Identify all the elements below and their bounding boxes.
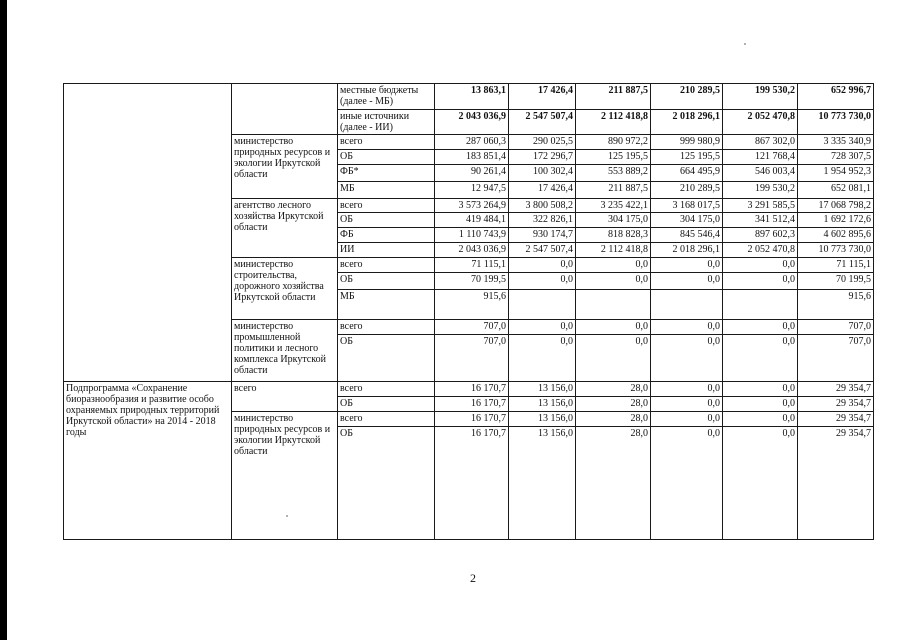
source-cell: всего — [338, 320, 435, 335]
value-2018: 0,0 — [723, 382, 798, 397]
value-2015: 930 174,7 — [509, 228, 576, 243]
value-2015: 13 156,0 — [509, 397, 576, 412]
value-2016: 2 112 418,8 — [576, 110, 651, 135]
source-cell: всего — [338, 199, 435, 213]
value-2017: 210 289,5 — [651, 84, 723, 110]
source-cell: всего — [338, 382, 435, 397]
value-2016: 0,0 — [576, 335, 651, 382]
value-2015: 0,0 — [509, 320, 576, 335]
value-2017: 210 289,5 — [651, 182, 723, 199]
value-total: 3 335 340,9 — [798, 135, 874, 150]
value-2016: 3 235 422,1 — [576, 199, 651, 213]
value-2017: 845 546,4 — [651, 228, 723, 243]
source-cell: всего — [338, 258, 435, 273]
value-2016: 28,0 — [576, 397, 651, 412]
value-2016: 0,0 — [576, 273, 651, 290]
value-total: 915,6 — [798, 290, 874, 320]
value-2017: 0,0 — [651, 427, 723, 540]
scan-speck — [744, 43, 746, 45]
source-cell: ОБ — [338, 213, 435, 228]
value-2018: 341 512,4 — [723, 213, 798, 228]
value-2014: 16 170,7 — [435, 427, 509, 540]
value-2017: 0,0 — [651, 397, 723, 412]
value-2016: 125 195,5 — [576, 150, 651, 165]
value-2014: 16 170,7 — [435, 397, 509, 412]
source-cell: МБ — [338, 182, 435, 199]
value-2014: 12 947,5 — [435, 182, 509, 199]
table-row — [64, 84, 874, 110]
value-2014: 183 851,4 — [435, 150, 509, 165]
source-cell: ОБ — [338, 335, 435, 382]
value-2018: 0,0 — [723, 320, 798, 335]
value-total: 10 773 730,0 — [798, 243, 874, 258]
value-2014: 3 573 264,9 — [435, 199, 509, 213]
value-2017: 2 018 296,1 — [651, 110, 723, 135]
value-2016 — [576, 290, 651, 320]
value-2015: 13 156,0 — [509, 412, 576, 427]
program-cell-empty — [64, 84, 232, 382]
value-2014: 2 043 036,9 — [435, 110, 509, 135]
value-total: 10 773 730,0 — [798, 110, 874, 135]
value-2014: 71 115,1 — [435, 258, 509, 273]
value-2017: 664 495,9 — [651, 165, 723, 182]
source-cell: ОБ — [338, 273, 435, 290]
value-2016: 211 887,5 — [576, 182, 651, 199]
value-2018: 867 302,0 — [723, 135, 798, 150]
value-2014: 16 170,7 — [435, 412, 509, 427]
value-2017: 0,0 — [651, 320, 723, 335]
value-2018 — [723, 290, 798, 320]
executor-cell: министерство природных ресурсов и экологии Иркутской области — [232, 135, 338, 199]
value-2017: 3 168 017,5 — [651, 199, 723, 213]
value-2014: 707,0 — [435, 320, 509, 335]
source-cell: ИИ — [338, 243, 435, 258]
value-2014: 915,6 — [435, 290, 509, 320]
value-2017: 2 018 296,1 — [651, 243, 723, 258]
value-2015: 100 302,4 — [509, 165, 576, 182]
value-total: 29 354,7 — [798, 397, 874, 412]
value-2015: 17 426,4 — [509, 182, 576, 199]
executor-cell-empty — [232, 84, 338, 135]
value-2015: 13 156,0 — [509, 427, 576, 540]
value-2014: 287 060,3 — [435, 135, 509, 150]
value-total: 70 199,5 — [798, 273, 874, 290]
table-row — [64, 382, 874, 397]
budget-table — [63, 83, 874, 540]
value-2018: 121 768,4 — [723, 150, 798, 165]
value-2014: 1 110 743,9 — [435, 228, 509, 243]
value-2018: 546 003,4 — [723, 165, 798, 182]
value-total: 1 692 172,6 — [798, 213, 874, 228]
source-cell: МБ — [338, 290, 435, 320]
value-total: 29 354,7 — [798, 427, 874, 540]
source-cell: ОБ — [338, 150, 435, 165]
value-2016: 0,0 — [576, 258, 651, 273]
value-2017: 0,0 — [651, 382, 723, 397]
executor-cell: министерство природных ресурсов и экологии Иркутской области — [232, 412, 338, 540]
value-2016: 28,0 — [576, 427, 651, 540]
value-2017 — [651, 290, 723, 320]
value-2018: 2 052 470,8 — [723, 110, 798, 135]
value-2018: 0,0 — [723, 258, 798, 273]
value-2016: 2 112 418,8 — [576, 243, 651, 258]
value-total: 29 354,7 — [798, 412, 874, 427]
value-2016: 0,0 — [576, 320, 651, 335]
value-2016: 304 175,0 — [576, 213, 651, 228]
value-2018: 897 602,3 — [723, 228, 798, 243]
value-2015 — [509, 290, 576, 320]
value-2017: 0,0 — [651, 258, 723, 273]
value-total: 1 954 952,3 — [798, 165, 874, 182]
value-total: 71 115,1 — [798, 258, 874, 273]
executor-cell: всего — [232, 382, 338, 412]
value-2014: 90 261,4 — [435, 165, 509, 182]
value-2014: 13 863,1 — [435, 84, 509, 110]
value-2015: 2 547 507,4 — [509, 110, 576, 135]
value-total: 17 068 798,2 — [798, 199, 874, 213]
value-2017: 0,0 — [651, 335, 723, 382]
value-total: 29 354,7 — [798, 382, 874, 397]
value-2014: 2 043 036,9 — [435, 243, 509, 258]
value-2015: 2 547 507,4 — [509, 243, 576, 258]
value-2018: 199 530,2 — [723, 182, 798, 199]
source-cell: всего — [338, 135, 435, 150]
value-2016: 28,0 — [576, 412, 651, 427]
value-total: 707,0 — [798, 335, 874, 382]
source-cell: всего — [338, 412, 435, 427]
value-2016: 890 972,2 — [576, 135, 651, 150]
value-2018: 0,0 — [723, 397, 798, 412]
value-2014: 419 484,1 — [435, 213, 509, 228]
value-2016: 28,0 — [576, 382, 651, 397]
value-2015: 0,0 — [509, 273, 576, 290]
value-total: 707,0 — [798, 320, 874, 335]
value-2018: 2 052 470,8 — [723, 243, 798, 258]
value-2015: 17 426,4 — [509, 84, 576, 110]
source-cell: ФБ* — [338, 165, 435, 182]
value-2015: 172 296,7 — [509, 150, 576, 165]
value-total: 728 307,5 — [798, 150, 874, 165]
value-2015: 290 025,5 — [509, 135, 576, 150]
value-2018: 3 291 585,5 — [723, 199, 798, 213]
value-2014: 16 170,7 — [435, 382, 509, 397]
executor-cell: министерство промышленной политики и лесного комплекса Иркутской области — [232, 320, 338, 382]
subprogram-cell: Подпрограмма «Сохранение биоразнообразия и развитие особо охраняемых природных территорий Иркутской области» на 2014 - 2018 годы — [64, 382, 232, 540]
value-2016: 553 889,2 — [576, 165, 651, 182]
value-2017: 304 175,0 — [651, 213, 723, 228]
value-2015: 13 156,0 — [509, 382, 576, 397]
scan-edge-bar — [0, 0, 7, 640]
value-total: 652 081,1 — [798, 182, 874, 199]
value-2014: 70 199,5 — [435, 273, 509, 290]
source-cell: ФБ — [338, 228, 435, 243]
value-2017: 999 980,9 — [651, 135, 723, 150]
value-2017: 0,0 — [651, 412, 723, 427]
source-cell: местные бюджеты (далее - МБ) — [338, 84, 435, 110]
page-number: 2 — [470, 571, 476, 585]
value-2016: 211 887,5 — [576, 84, 651, 110]
value-2017: 0,0 — [651, 273, 723, 290]
value-2018: 0,0 — [723, 412, 798, 427]
source-cell: ОБ — [338, 397, 435, 412]
value-total: 652 996,7 — [798, 84, 874, 110]
value-2018: 0,0 — [723, 427, 798, 540]
value-2018: 199 530,2 — [723, 84, 798, 110]
scan-speck — [286, 515, 288, 517]
value-2018: 0,0 — [723, 335, 798, 382]
value-2016: 818 828,3 — [576, 228, 651, 243]
value-2017: 125 195,5 — [651, 150, 723, 165]
value-2015: 0,0 — [509, 258, 576, 273]
executor-cell: министерство строительства, дорожного хозяйства Иркутской области — [232, 258, 338, 320]
value-2015: 3 800 508,2 — [509, 199, 576, 213]
value-2015: 322 826,1 — [509, 213, 576, 228]
executor-cell: агентство лесного хозяйства Иркутской области — [232, 199, 338, 258]
source-cell: иные источники (далее - ИИ) — [338, 110, 435, 135]
value-2015: 0,0 — [509, 335, 576, 382]
source-cell: ОБ — [338, 427, 435, 540]
value-2014: 707,0 — [435, 335, 509, 382]
value-2018: 0,0 — [723, 273, 798, 290]
value-total: 4 602 895,6 — [798, 228, 874, 243]
